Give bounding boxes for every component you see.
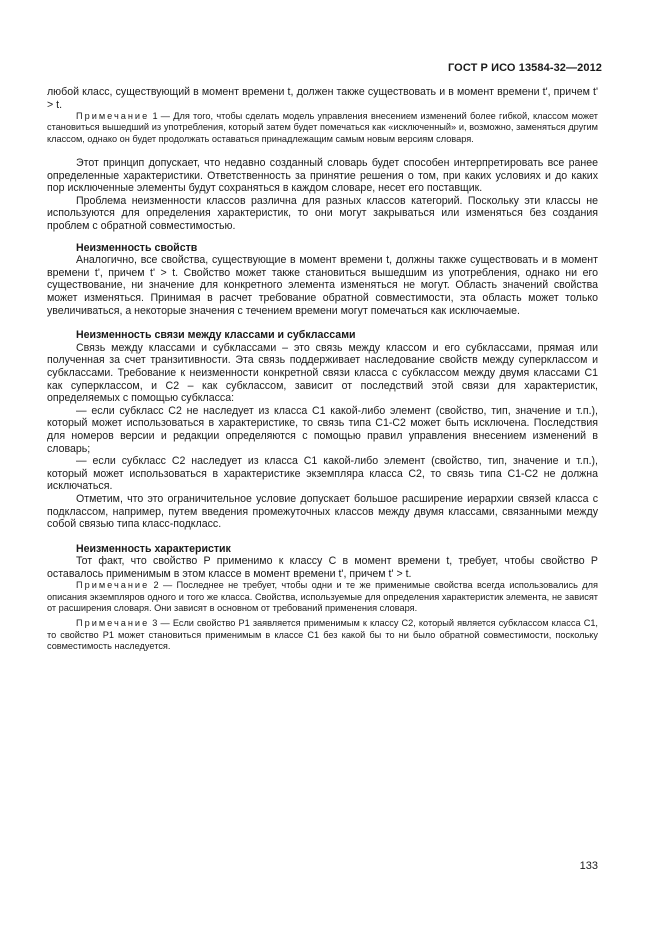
- list-item-inherits: — если субкласс С2 наследует из класса С1 какой-либо элемент (свойство, тип, значение и т.п.), который может использоваться в характеристике экземпляра класса С2, то связь типа С1-С2 не должна исключаться.: [47, 455, 598, 493]
- note-2: [47, 580, 598, 614]
- note-1-label: Примечание: [76, 111, 150, 122]
- paragraph-characteristics: Тот факт, что свойство Р применимо к классу С в момент времени t, требует, чтобы свойство Р оставалось применимым в этом классе в момент времени t', причем t' > t.: [47, 555, 598, 580]
- page-number: 133: [579, 860, 598, 872]
- paragraph-property-persistence: Аналогично, все свойства, существующие в момент времени t, должны также существовать и в момент времени t', причем t' > t. Свойство может также становиться вышедшим из употребления, однако ни его существование, ни значение для конкретного элемента изменяться не могут. Область значений свойства может изменяться. Принимая в расчет требование обратной совместимости, эта область может только увеличиваться, а некоторые значения с течением времени могут помечаться как исключаемые.: [47, 254, 598, 317]
- heading-property-persistence: Неизменность свойств: [76, 241, 198, 254]
- note-3: [47, 618, 598, 652]
- paragraph-category-classes: Проблема неизменности классов различна для разных классов категорий. Поскольку эти классы не используются для определения характеристик, то они могут закрываться или изменяться без создания проблем с обратной совместимостью.: [47, 194, 598, 233]
- heading-class-subclass-persistence: Неизменность связи между классами и субклассами: [76, 329, 356, 342]
- note-3-label: Примечание: [76, 618, 150, 629]
- note-3-text: 3 — Если свойство Р1 заявляется применимым к классу С2, который является субклассом класса С1, то свойство Р1 может становиться применимым в классе С1 без какой бы то ни было обратной совместимости, поскольку совместимость наследуется.: [47, 618, 598, 651]
- note-1: [47, 111, 598, 145]
- paragraph-restriction: Отметим, что это ограничительное условие допускает большое расширение иерархии связей класса с подклассом, например, путем введения промежуточных классов между двумя классами, связанными между собой связью типа класс-подкласс.: [47, 492, 598, 531]
- body-text: [47, 86, 598, 652]
- paragraph-continuation: любой класс, существующий в момент времени t, должен также существовать и в момент времени t', причем t' > t.: [47, 86, 598, 111]
- paragraph-class-subclass: Связь между классами и субклассами – это связь между классом и его субклассами, прямая или полученная за счет транзитивности. Эта связь поддерживает наследование свойств между суперклассом и субклассами. Требование к неизменности конкретной связи класса с субклассом между двумя классами С1 как суперклассом, и С2 – как субклассом, зависит от последствий этой связи для характеристик, определяемых с помощью субкласса:: [47, 341, 598, 405]
- list-item-not-inherits: — если субкласс С2 не наследует из класса С1 какой-либо элемент (свойство, тип, значение и т.п.), который может использоваться в характеристике, то связь типа С1-С2 может быть исключена. Последствия для номеров версии и редакции определяются с помощью правил управления внесением изменений в словарь;: [47, 404, 598, 455]
- paragraph-principle: Этот принцип допускает, что недавно созданный словарь будет способен интерпретировать все ранее определенные характеристики. Ответственность за принятие решения о том, при каких условиях и до каких пор исключенные элементы будут сохраняться в каждом словаре, несет его поставщик.: [47, 157, 598, 195]
- note-2-text: 2 — Последнее не требует, чтобы одни и те же применимые свойства всегда использовались для описания экземпляров одного и того же класса. Свойства, используемые для определения характеристик элемента, не зависят от расширения словаря. Они зависят в основном от требований применения словаря.: [47, 580, 598, 614]
- heading-characteristics-persistence: Неизменность характеристик: [76, 542, 231, 555]
- standard-designation: ГОСТ Р ИСО 13584-32—2012: [447, 62, 602, 74]
- note-2-label: Примечание: [76, 580, 150, 591]
- note-1-text: 1 — Для того, чтобы сделать модель управления внесением изменений более гибкой, классом может становиться вышедший из употребления, который затем будет помечаться как «исключенный» и, возможно, заменяться другим классом, однако он будет продолжать оставаться принадлежащим самым новым версиям словаря.: [47, 111, 598, 144]
